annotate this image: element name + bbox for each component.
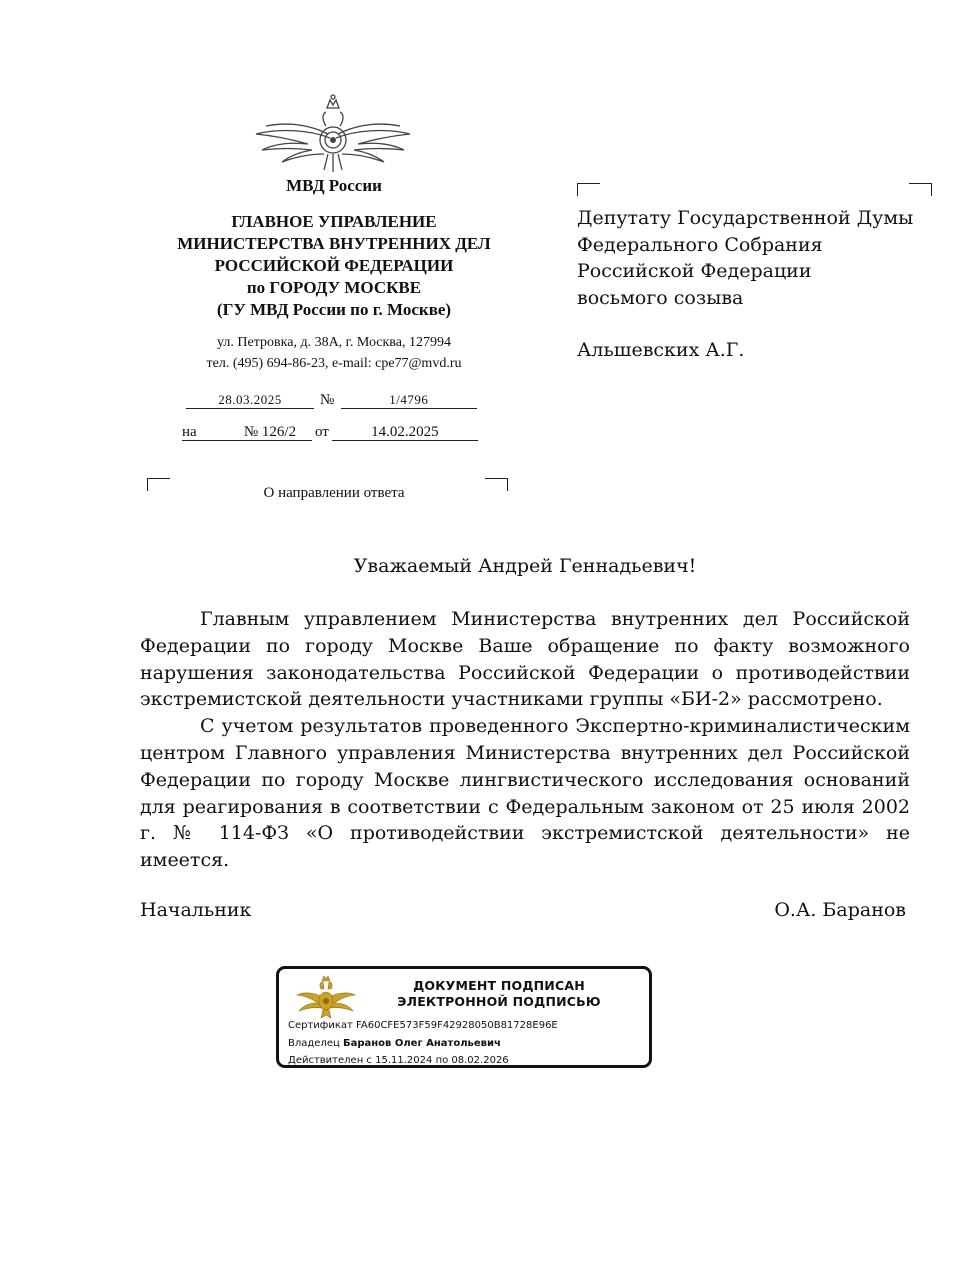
addressee-line: восьмого созыва	[577, 286, 744, 309]
owner-value: Баранов Олег Анатольевич	[342, 1038, 501, 1049]
org-line: (ГУ МВД России по г. Москве)	[216, 300, 452, 319]
esign-validity	[288, 1055, 509, 1066]
incoming-date: 14.02.2025	[332, 424, 478, 441]
number-label: №	[320, 392, 335, 408]
address: ул. Петровка, д. 38А, г. Москва, 127994	[217, 335, 451, 350]
org-line: РОССИЙСКОЙ ФЕДЕРАЦИИ	[214, 256, 454, 275]
esign-title-line: ДОКУМЕНТ ПОДПИСАН	[413, 978, 585, 993]
valid-label: Действителен с	[288, 1055, 372, 1066]
from-label: от	[315, 424, 329, 440]
ministry-emblem-icon	[250, 92, 416, 176]
owner-label: Владелец	[288, 1038, 340, 1049]
addressee-block	[577, 205, 937, 311]
addressee-name: Альшевских А.Г.	[577, 339, 745, 361]
addressee-corner-right	[909, 183, 932, 196]
valid-to-label: по	[435, 1055, 449, 1066]
incoming-number: № 126/2	[228, 424, 312, 441]
organization-name	[135, 211, 533, 321]
esign-owner	[288, 1038, 501, 1049]
addressee-corner-left	[577, 183, 600, 196]
contact-block	[135, 332, 533, 374]
org-line: ГЛАВНОЕ УПРАВЛЕНИЕ	[231, 212, 437, 231]
outgoing-registration	[186, 392, 477, 409]
signer-title: Начальник	[140, 899, 252, 921]
org-line: МИНИСТЕРСТВА ВНУТРЕННИХ ДЕЛ	[177, 234, 491, 253]
electronic-signature-stamp	[276, 966, 652, 1068]
esign-certificate	[288, 1020, 558, 1031]
signer-name: О.А. Баранов	[774, 899, 906, 921]
addressee-line: Российской Федерации	[577, 260, 812, 282]
letter-body	[140, 606, 910, 874]
esign-title	[349, 978, 649, 1010]
subject-line: О направлении ответа	[263, 485, 405, 501]
outgoing-date: 28.03.2025	[186, 392, 314, 409]
ministry-short-name: МВД России	[286, 176, 382, 195]
esign-emblem-icon	[295, 973, 357, 1019]
certificate-value: FA60CFE573F59F42928050B81728E96E	[356, 1020, 558, 1031]
addressee-line: Федерального Собрания	[577, 233, 823, 256]
body-paragraph: С учетом результатов проведенного Экспертно-криминалистическим центром Главного управления Министерства внутренних дел Российской Федерации по городу Москве лингвистического исследования оснований для реагирования в соответствии с Федеральным законом от 25 июля 2002 г. № 114-ФЗ «О противодействии экстремистской деятельности» не имеется.	[140, 715, 910, 872]
valid-from: 15.11.2024	[375, 1055, 433, 1066]
salutation: Уважаемый Андрей Геннадьевич!	[353, 555, 697, 577]
org-line: по ГОРОДУ МОСКВЕ	[246, 278, 422, 297]
outgoing-number: 1/4796	[341, 392, 477, 409]
phone-email: тел. (495) 694-86-23, e-mail: cpe77@mvd.ru	[206, 356, 462, 371]
esign-title-line: ЭЛЕКТРОННОЙ ПОДПИСЬЮ	[397, 994, 601, 1009]
incoming-reference	[182, 424, 478, 441]
in-reply-label: на	[182, 424, 228, 441]
body-paragraph: Главным управлением Министерства внутренних дел Российской Федерации по городу Москве Ваше обращение по факту возможного нарушения законодательства Российской Федерации о противодействии экстремистской деятельности участниками группы «БИ-2» рассмотрено.	[140, 608, 910, 711]
addressee-line: Депутату Государственной Думы	[577, 207, 914, 229]
certificate-label: Сертификат	[288, 1020, 353, 1031]
valid-to: 08.02.2026	[451, 1055, 509, 1066]
